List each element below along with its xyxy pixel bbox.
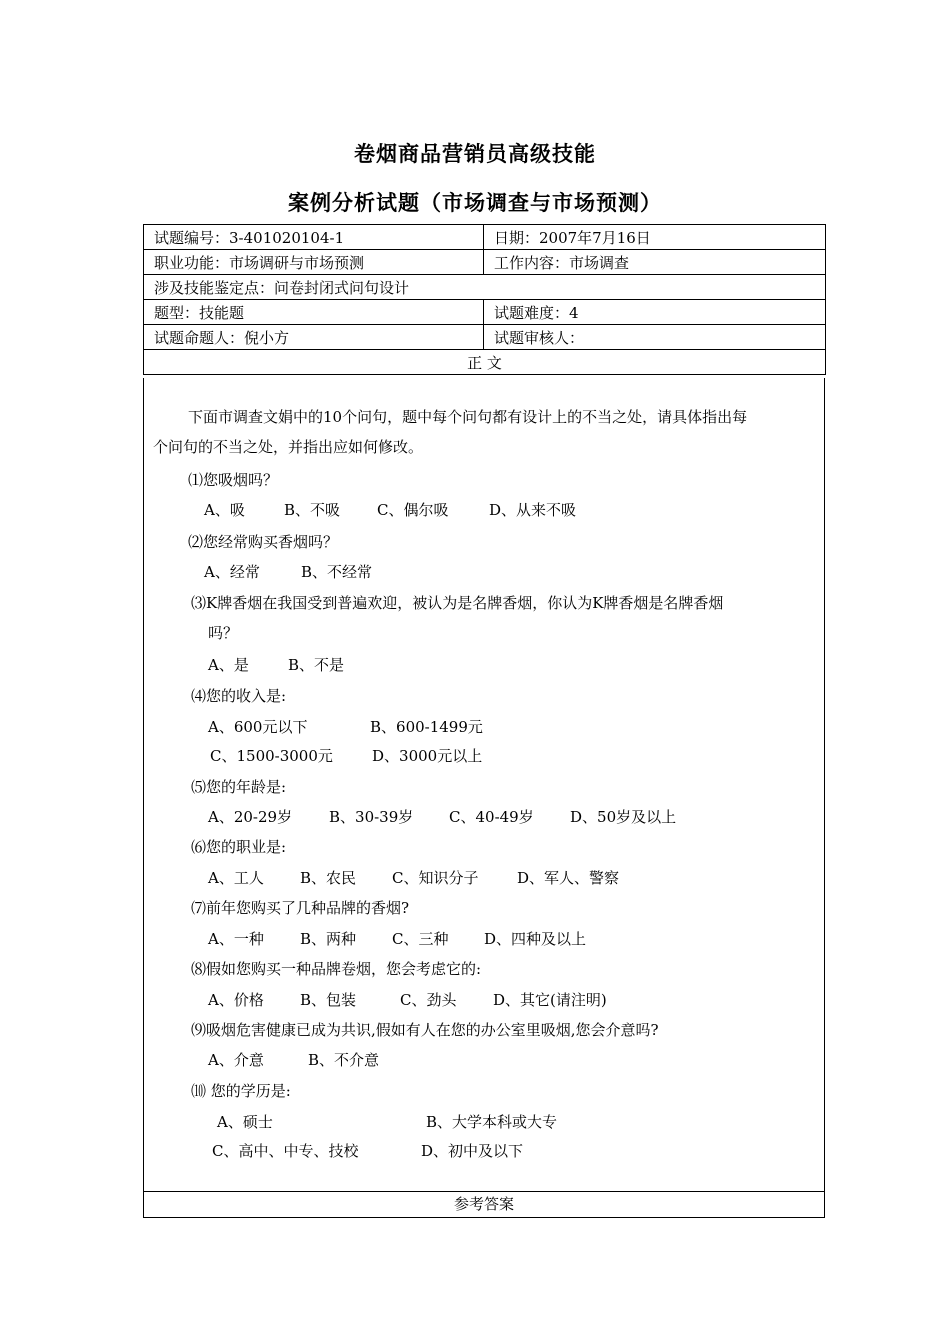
option: C、偶尔吸 (377, 501, 449, 519)
page-subtitle: 案例分析试题（市场调查与市场预测） (288, 190, 662, 215)
option: C、三种 (392, 930, 449, 948)
option: B、不吸 (284, 501, 341, 519)
date: 日期：2007年7月16日 (484, 225, 826, 250)
question-5: ⑸您的年龄是: (191, 778, 287, 796)
option: D、四种及以上 (484, 930, 587, 948)
option: B、30-39岁 (329, 808, 414, 826)
option: A、介意 (208, 1051, 264, 1069)
question-body (143, 378, 825, 1192)
intro-line: 个问句的不当之处，并指出应如何修改。 (153, 438, 424, 456)
question-type: 题型：技能题 (144, 300, 484, 325)
option: C、40-49岁 (449, 808, 534, 826)
option: D、初中及以下 (421, 1142, 524, 1160)
option: A、一种 (208, 930, 264, 948)
option: A、20-29岁 (208, 808, 293, 826)
reference-answer-header: 参考答案 (143, 1191, 825, 1218)
difficulty: 试题难度：4 (484, 300, 826, 325)
option: B、600-1499元 (370, 718, 483, 736)
option: B、大学本科或大专 (426, 1113, 558, 1131)
option: B、两种 (300, 930, 357, 948)
option: B、不介意 (308, 1051, 380, 1069)
option: D、其它(请注明) (493, 991, 607, 1009)
intro-line: 下面市调查文娟中的10个问句，题中每个问句都有设计上的不当之处，请具体指出每 (188, 408, 748, 426)
body-header: 正 文 (144, 350, 826, 375)
question-4: ⑷您的收入是: (191, 687, 287, 705)
info-table (143, 224, 826, 375)
skill-point: 涉及技能鉴定点：问卷封闭式问句设计 (144, 275, 826, 300)
option: A、吸 (204, 501, 245, 519)
question-1: ⑴您吸烟吗？ (188, 471, 279, 489)
question-10: ⑽ 您的学历是: (191, 1082, 291, 1100)
question-3: ⑶K牌香烟在我国受到普遍欢迎，被认为是名牌香烟，你认为K牌香烟是名牌香烟 (191, 594, 724, 612)
question-6: ⑹您的职业是: (191, 838, 287, 856)
work-content: 工作内容：市场调查 (484, 250, 826, 275)
option: A、工人 (208, 869, 264, 887)
question-code: 试题编号：3-401020104-1 (144, 225, 484, 250)
option: D、3000元以上 (372, 747, 483, 765)
option: A、价格 (208, 991, 264, 1009)
option: C、劲头 (400, 991, 457, 1009)
option: D、从来不吸 (489, 501, 577, 519)
option: D、50岁及以上 (570, 808, 677, 826)
option: C、知识分子 (392, 869, 479, 887)
option: A、经常 (204, 563, 260, 581)
option: A、600元以下 (208, 718, 308, 736)
option: D、军人、警察 (517, 869, 620, 887)
job-function: 职业功能：市场调研与市场预测 (144, 250, 484, 275)
option: C、1500-3000元 (210, 747, 333, 765)
option: B、农民 (300, 869, 357, 887)
question-9: ⑼吸烟危害健康已成为共识,假如有人在您的办公室里吸烟,您会介意吗? (191, 1021, 659, 1039)
option: A、硕士 (217, 1113, 273, 1131)
option: C、高中、中专、技校 (212, 1142, 359, 1160)
option: B、包装 (300, 991, 357, 1009)
author: 试题命题人：倪小方 (144, 325, 484, 350)
question-3-cont: 吗？ (208, 624, 239, 642)
question-2: ⑵您经常购买香烟吗？ (188, 533, 339, 551)
page-title: 卷烟商品营销员高级技能 (354, 141, 596, 166)
option: B、不是 (288, 656, 345, 674)
question-7: ⑺前年您购买了几种品牌的香烟? (191, 899, 410, 917)
reviewer: 试题审核人： (484, 325, 826, 350)
option: A、是 (208, 656, 249, 674)
option: B、不经常 (301, 563, 373, 581)
question-8: ⑻假如您购买一种品牌卷烟，您会考虑它的: (191, 960, 482, 978)
